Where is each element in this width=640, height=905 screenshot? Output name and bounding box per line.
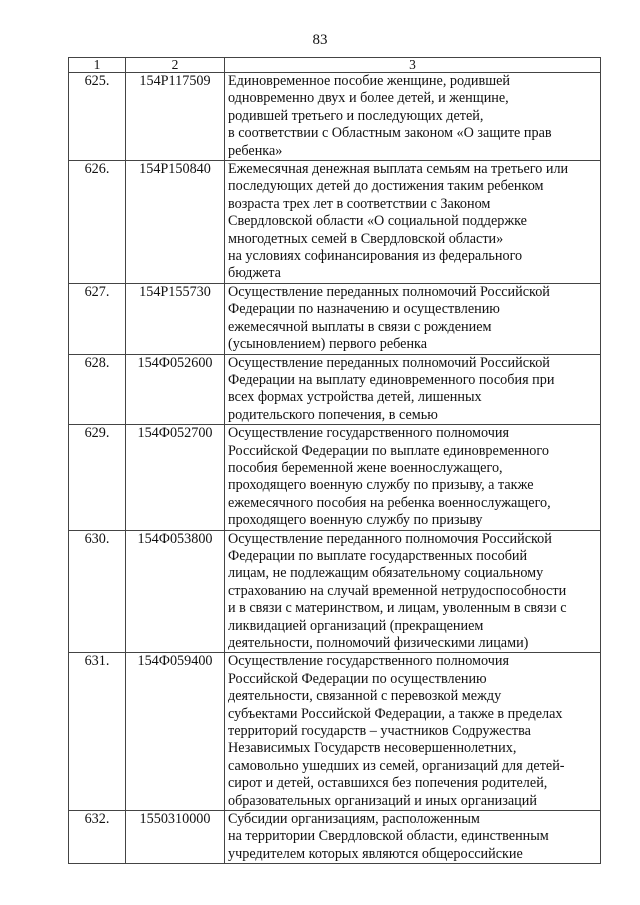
row-code: 154Ф052600 <box>126 354 225 425</box>
table-row <box>69 283 601 354</box>
row-description: Ежемесячная денежная выплата семьям на третьего или последующих детей до достижения таким ребенком возраста трех лет в соответствии с Законом Свердловской области «О социальной поддержке многодетных семей в Свердловской области» на условиях софинансирования из федерального бюджета <box>225 161 601 284</box>
page-number: 83 <box>312 32 328 48</box>
row-code: 154Р150840 <box>126 161 225 284</box>
table-row <box>69 161 601 284</box>
row-code: 154Ф052700 <box>126 425 225 530</box>
header-col-2: 2 <box>126 58 225 73</box>
budget-codes-table <box>68 57 601 864</box>
row-number: 631. <box>69 653 126 811</box>
row-description: Осуществление переданных полномочий Российской Федерации по назначению и осуществлению ежемесячной выплаты в связи с рождением (усыновлением) первого ребенка <box>225 283 601 354</box>
table-row <box>69 530 601 653</box>
row-description: Единовременное пособие женщине, родившей одновременно двух и более детей, и женщине, родившей третьего и последующих детей, в соответствии с Областным законом «О защите прав ребенка» <box>225 73 601 161</box>
table-row <box>69 425 601 530</box>
row-description: Осуществление переданных полномочий Российской Федерации на выплату единовременного пособия при всех формах устройства детей, лишенных родительского попечения, в семью <box>225 354 601 425</box>
row-code: 154Р117509 <box>126 73 225 161</box>
header-col-1: 1 <box>69 58 126 73</box>
row-code: 154Р155730 <box>126 283 225 354</box>
row-number: 627. <box>69 283 126 354</box>
row-code: 1550310000 <box>126 811 225 864</box>
row-description-text: Субсидии организациям, расположенным на территории Свердловской области, единственным учредителем которых являются общероссийские <box>228 811 549 862</box>
table-row <box>69 653 601 811</box>
row-description: Осуществление государственного полномочия Российской Федерации по выплате единовременного пособия беременной жене военнослужащего, проходящего военную службу по призыву, а также ежемесячного пособия на ребенка военнослужащего, проходящего военную службу по призыву <box>225 425 601 530</box>
table-row <box>69 354 601 425</box>
row-number: 630. <box>69 530 126 653</box>
row-number: 632. <box>69 811 126 864</box>
row-description <box>225 811 601 864</box>
table-row <box>69 811 601 864</box>
row-code: 154Ф059400 <box>126 653 225 811</box>
row-description: Осуществление государственного полномочия Российской Федерации по осуществлению деятельности, связанной с перевозкой между субъектами Российской Федерации, а также в пределах территорий государств – участников Содружества Независимых Государств несовершеннолетних, самовольно ушедших из семей, организаций для детей- сирот и детей, оставшихся без попечения родителей, образовательных организаций и иных организаций <box>225 653 601 811</box>
row-description: Осуществление переданного полномочия Российской Федерации по выплате государственных пособий лицам, не подлежащим обязательному социальному страхованию на случай временной нетрудоспособности и в связи с материнством, и лицам, уволенным в связи с ликвидацией организаций (прекращением деятельности, полномочий физическими лицами) <box>225 530 601 653</box>
row-code: 154Ф053800 <box>126 530 225 653</box>
table-row <box>69 73 601 161</box>
table-header-row <box>69 58 601 73</box>
row-number: 625. <box>69 73 126 161</box>
row-number: 629. <box>69 425 126 530</box>
row-number: 628. <box>69 354 126 425</box>
header-col-3: 3 <box>225 58 601 73</box>
row-number: 626. <box>69 161 126 284</box>
